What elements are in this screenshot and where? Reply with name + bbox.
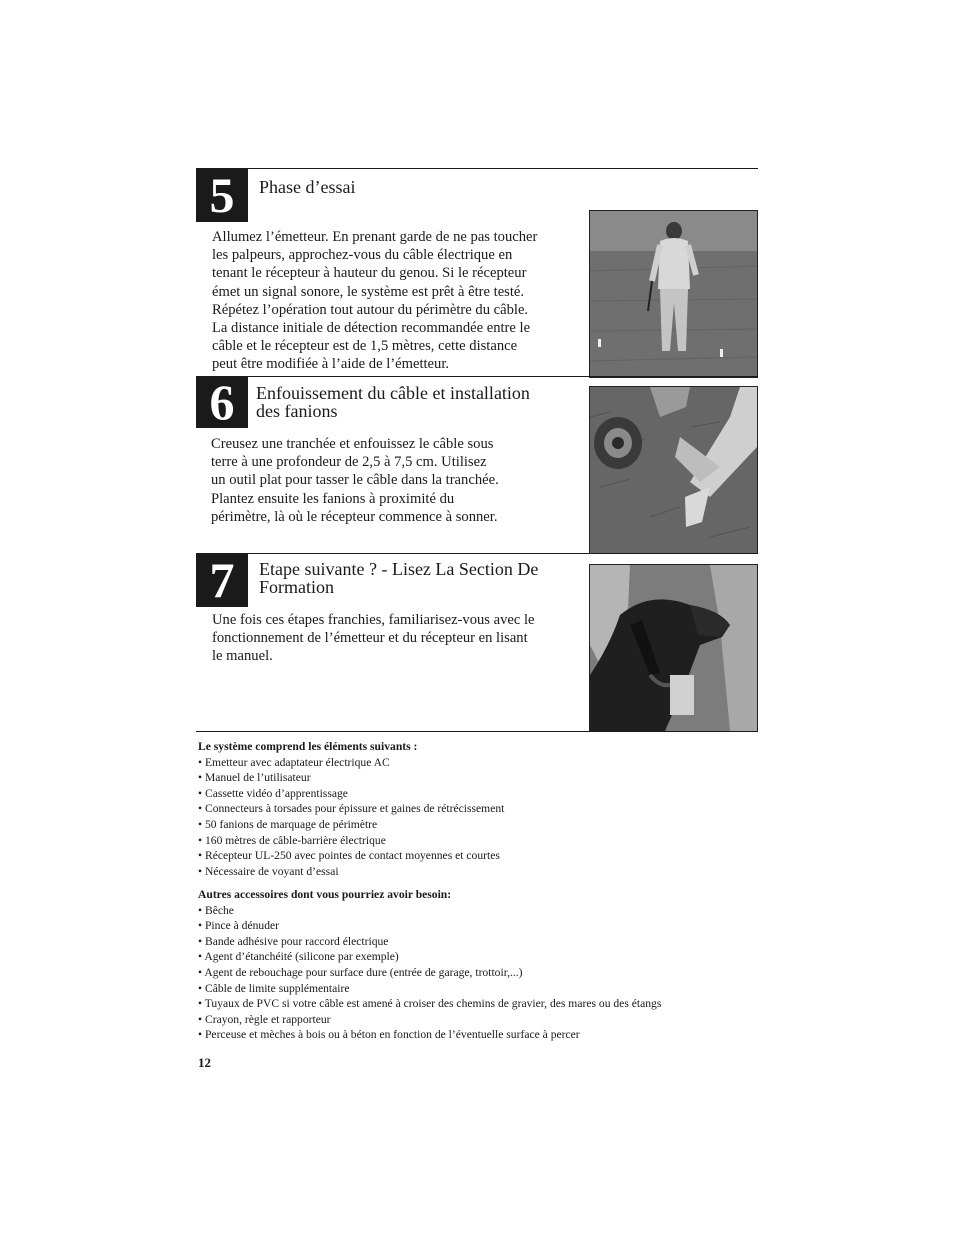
step-7-photo	[589, 564, 758, 732]
list-item: • Pince à dénuder	[198, 918, 758, 934]
step-5-number: 5	[196, 168, 248, 222]
list-item: • Bêche	[198, 903, 758, 919]
step-5-photo	[589, 210, 758, 378]
section-bottom-rule	[196, 731, 758, 732]
list-item: • Connecteurs à torsades pour épissure et gaines de rétrécissement	[198, 801, 758, 817]
list-item: • Tuyaux de PVC si votre câble est amené à croiser des chemins de gravier, des mares ou des étangs	[198, 996, 758, 1012]
list-item: • Nécessaire de voyant d’essai	[198, 864, 758, 880]
list-item: • Agent d’étanchéité (silicone par exemple)	[198, 949, 758, 965]
step-6-number: 6	[196, 376, 248, 428]
list-item: • Perceuse et mèches à bois ou à béton en fonction de l’éventuelle surface à percer	[198, 1027, 758, 1043]
section-5-top-rule	[196, 168, 758, 169]
list-item: • Manuel de l’utilisateur	[198, 770, 758, 786]
list-item: • 50 fanions de marquage de périmètre	[198, 817, 758, 833]
section-7-top-rule	[196, 553, 758, 554]
step-5-title: Phase d’essai	[259, 177, 356, 197]
page-number: 12	[198, 1055, 211, 1070]
step-6-photo	[589, 386, 758, 554]
list-item: • Bande adhésive pour raccord électrique	[198, 934, 758, 950]
step-7-title: Etape suivante ? - Lisez La Section De Formation	[259, 559, 539, 597]
list-item: • Récepteur UL-250 avec pointes de contact moyennes et courtes	[198, 848, 758, 864]
step-5-body: Allumez l’émetteur. En prenant garde de ne pas toucher les palpeurs, approchez-vous du câble électrique en tenant le récepteur à hauteur du genou. Si le récepteur émet un signal sonore, le système est prêt à être testé. Répétez l’opération tout autour du périmètre du câble. La distance initiale de détection recommandée entre le câble et le récepteur est de 1,5 mètres, cette distance peut être modifiée à l’aide de l’émetteur.	[212, 229, 538, 373]
included-items-section	[198, 739, 758, 879]
step-7-number: 7	[196, 553, 248, 607]
list-item: • Agent de rebouchage pour surface dure (entrée de garage, trottoir,...)	[198, 965, 758, 981]
list-item: • Cassette vidéo d’apprentissage	[198, 786, 758, 802]
included-list	[198, 755, 758, 880]
section-6-top-rule	[196, 376, 758, 377]
included-heading: Le système comprend les éléments suivants :	[198, 740, 418, 753]
step-7-body: Une fois ces étapes franchies, familiarisez-vous avec le fonctionnement de l’émetteur et du récepteur en lisant le manuel.	[212, 612, 535, 665]
list-item: • Emetteur avec adaptateur électrique AC	[198, 755, 758, 771]
accessories-section	[198, 887, 758, 1043]
list-item: • 160 mètres de câble-barrière électrique	[198, 833, 758, 849]
list-item: • Câble de limite supplémentaire	[198, 981, 758, 997]
list-item: • Crayon, règle et rapporteur	[198, 1012, 758, 1028]
accessories-list	[198, 903, 758, 1043]
step-6-body: Creusez une tranchée et enfouissez le câble sous terre à une profondeur de 2,5 à 7,5 cm. Utilisez un outil plat pour tasser le câble dans la tranchée. Plantez ensuite les fanions à proximité du périmètre, là où le récepteur commence à sonner.	[211, 436, 499, 525]
step-6-title: Enfouissement du câble et installation des fanions	[256, 383, 530, 421]
accessories-heading: Autres accessoires dont vous pourriez avoir besoin:	[198, 888, 452, 901]
